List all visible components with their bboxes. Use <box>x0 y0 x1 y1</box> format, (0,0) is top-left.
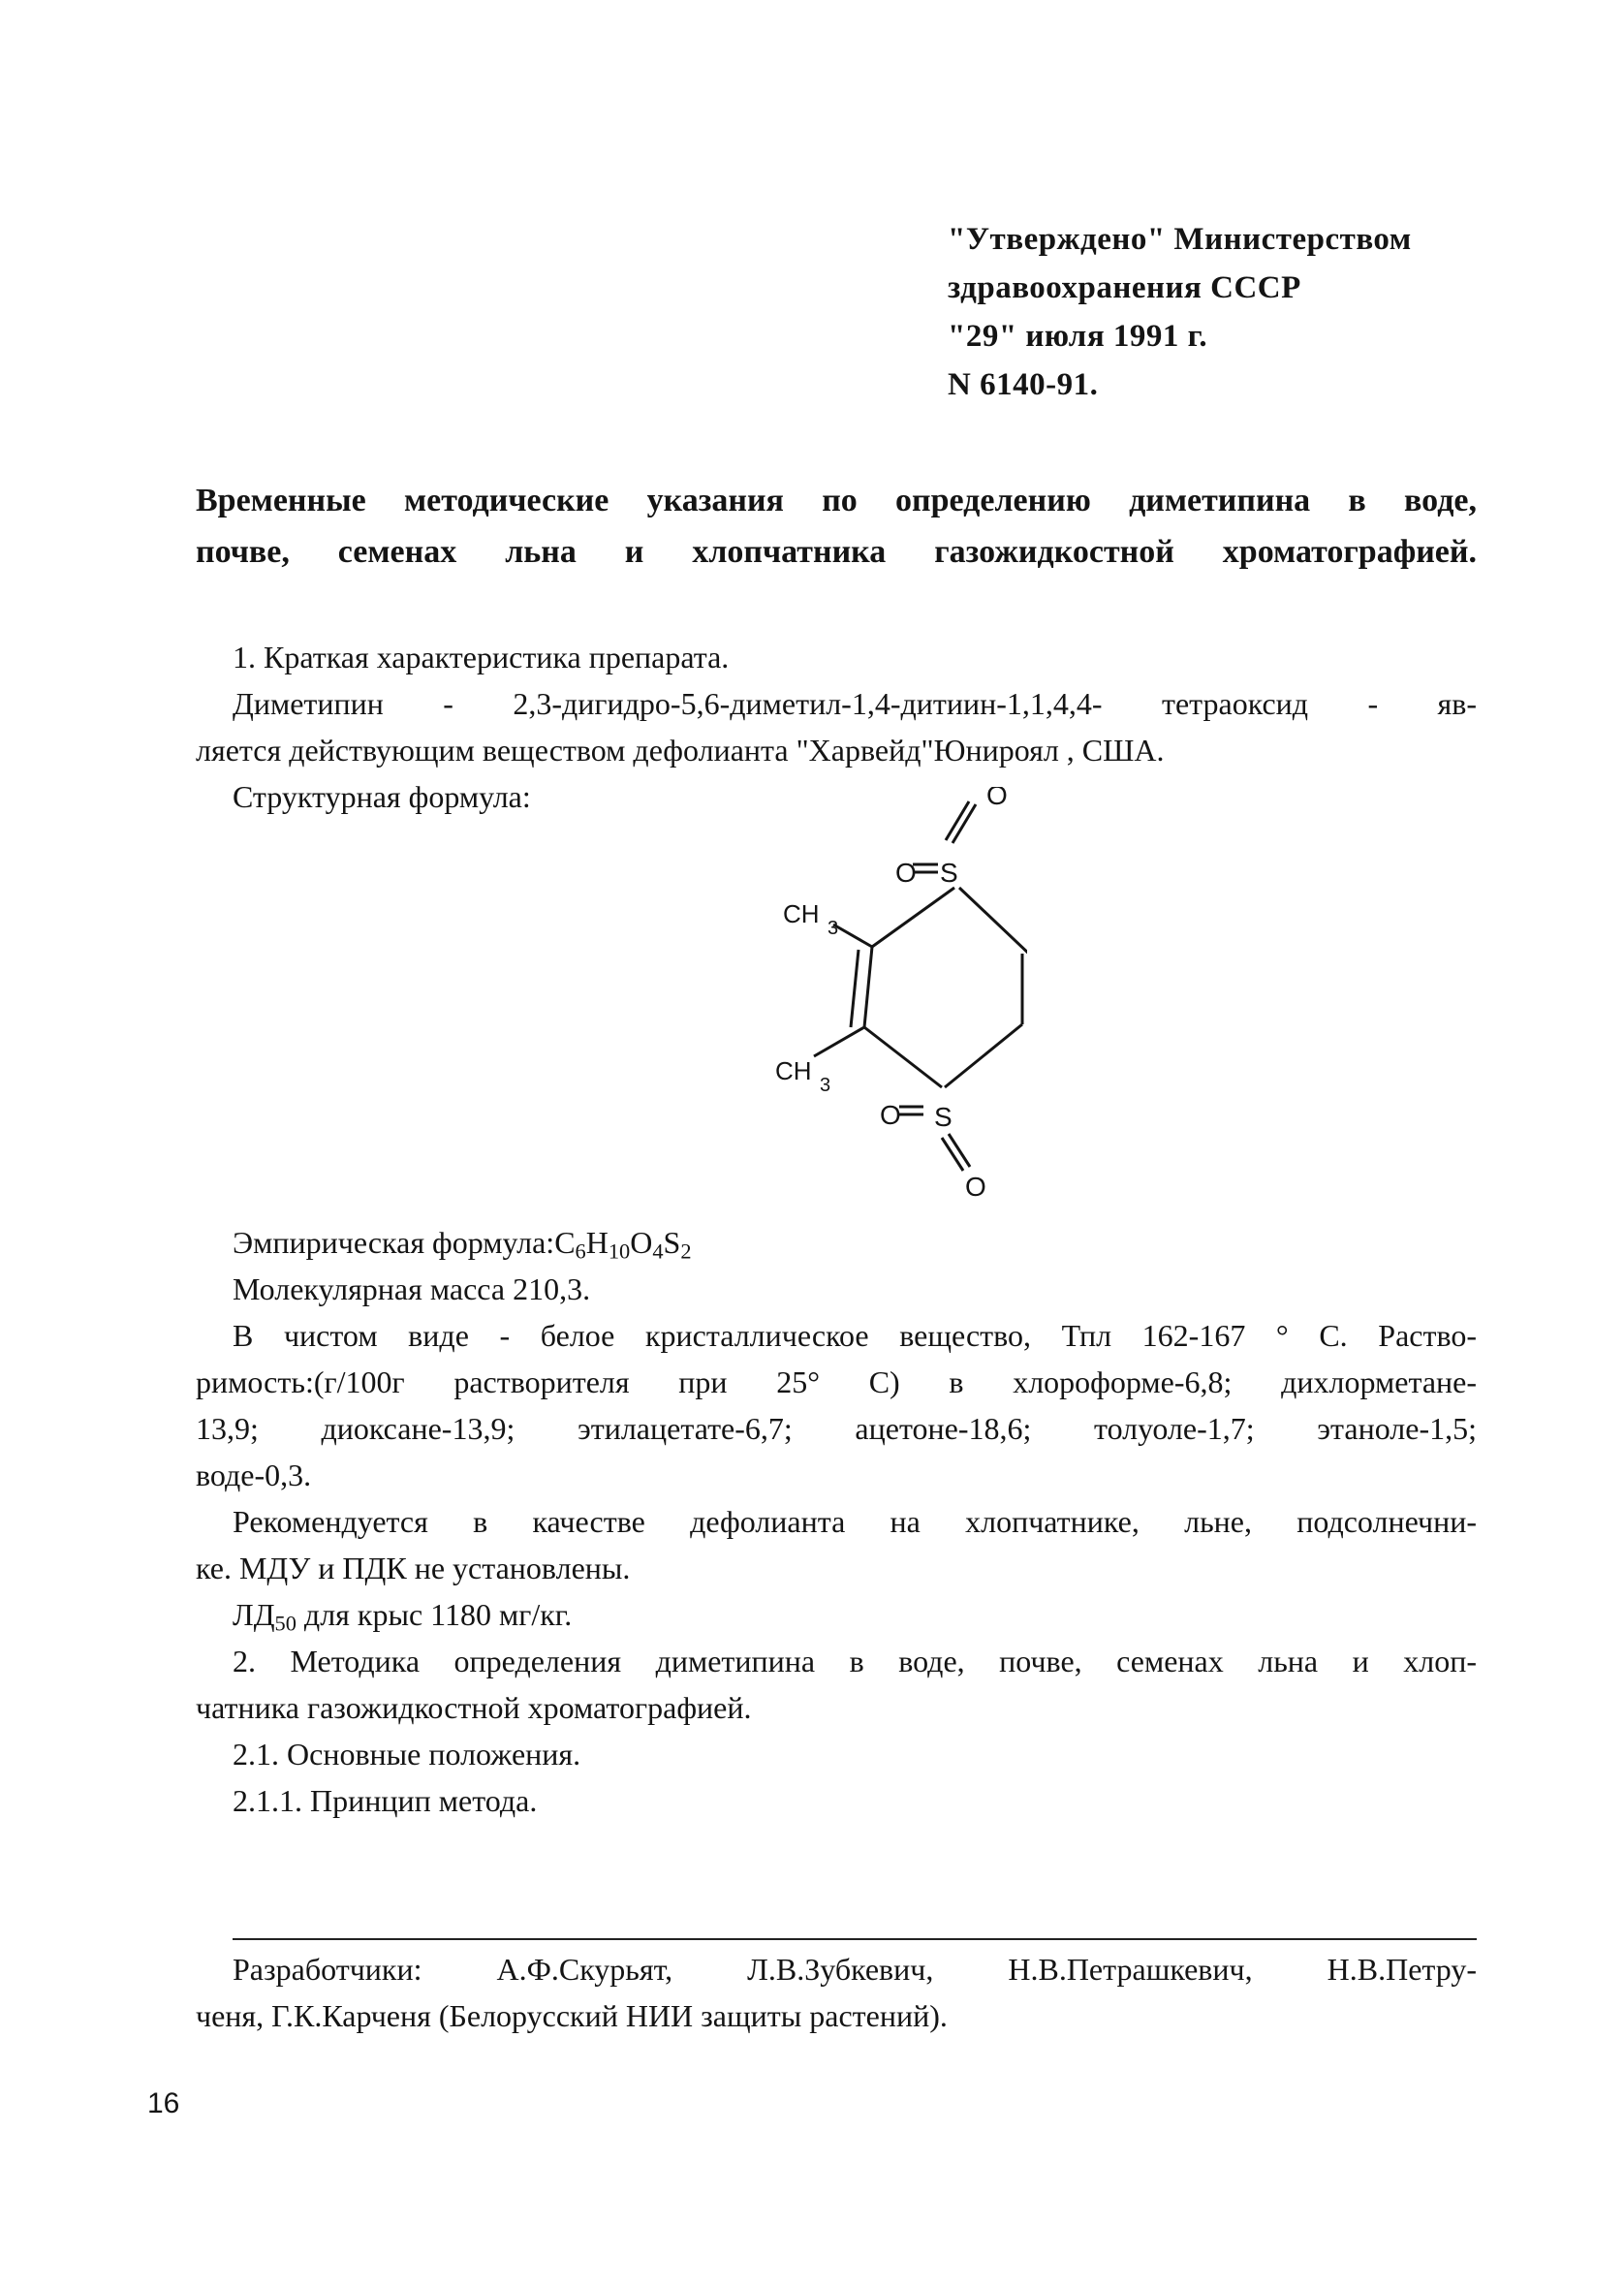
formula-c: C <box>554 1225 576 1260</box>
approval-line-2: здравоохранения СССР <box>948 270 1301 305</box>
title-line-2: почве, семенах льна и хлопчатника газожидкостной хроматографией. <box>196 534 1477 570</box>
approval-line-1: "Утверждено" Министерством <box>948 222 1412 257</box>
section-2-line-1: 2. Методика определения диметипина в воде, почве, семенах льна и хлоп- <box>233 1644 1477 1678</box>
section-2-1-heading: 2.1. Основные положения. <box>233 1737 581 1772</box>
properties-line-4: воде-0,3. <box>196 1458 312 1492</box>
formula-h-count: 10 <box>608 1239 631 1264</box>
atom-ch3-upper: CH <box>783 899 820 928</box>
developers-line-1: Разработчики: А.Ф.Скурьят, Л.В.Зубкевич, Н.В.Петрашкевич, Н.В.Петру- <box>233 1952 1477 1987</box>
developers-line-2: ченя, Г.К.Карченя (Белорусский НИИ защиты растений). <box>196 1998 948 2033</box>
section-2-line-2: чатника газожидкостной хроматографией. <box>196 1690 752 1725</box>
approval-number: N 6140-91. <box>948 367 1099 402</box>
atom-o-top: O <box>986 787 1008 810</box>
approval-block <box>948 215 1412 409</box>
molecule-bonds <box>814 801 1027 1171</box>
dimethipin-structure-diagram <box>775 787 1027 1204</box>
title-line-1: Временные методические указания по определению диметипина в воде, <box>196 483 1477 518</box>
empirical-formula: Эмпирическая $формула:C_6H_{10}O_4S_2$ <box>233 1225 692 1264</box>
description-line-2: ляется действующим веществом дефолианта "Харвейд"Юнироял , США. <box>196 733 1165 768</box>
atom-s-top: S <box>940 858 958 888</box>
atom-ch3-upper-sub: 3 <box>828 918 839 939</box>
formula-s: S <box>663 1225 681 1260</box>
molar-mass: Молекулярная масса 210,3. <box>233 1271 591 1306</box>
atom-o-bottom: O <box>965 1172 986 1202</box>
formula-s-count: 2 <box>680 1239 692 1264</box>
description-line-1: Диметипин - 2,3-дигидро-5,6-диметил-1,4-дитиин-1,1,4,4- тетраоксид - яв- <box>233 686 1477 721</box>
approval-date: "29" июля 1991 г. <box>948 319 1208 354</box>
atom-ch3-lower-sub: 3 <box>820 1075 831 1096</box>
atom-ch3-lower: CH <box>775 1056 812 1085</box>
bond-s1-c6 <box>959 888 1027 956</box>
formula-h: H <box>585 1225 609 1260</box>
document-title <box>196 475 1477 578</box>
formula-c-count: 6 <box>575 1239 586 1264</box>
footnote-divider <box>233 1938 1477 1940</box>
properties-line-2: римость:(г/100г растворителя при 25° С) в хлороформе-6,8; дихлорметане- <box>196 1364 1477 1399</box>
properties-line-1: В чистом виде - белое кристаллическое вещество, Тпл 162-167 ° С. Раство- <box>233 1318 1477 1353</box>
formula-o: O <box>630 1225 653 1260</box>
formula-o-count: 4 <box>652 1239 664 1264</box>
structural-formula-label: Структурная формула: <box>233 779 531 814</box>
use-line-2: ке. МДУ и ПДК не установлены. <box>196 1551 631 1585</box>
section-1-heading: 1. Краткая характеристика препарата. <box>233 640 730 674</box>
page-number: 16 <box>147 2087 180 2119</box>
ld50-line: $ЛД_{50}$ для крыс 1180 мг/кг. <box>233 1597 573 1636</box>
use-line-1: Рекомендуется в качестве дефолианта на хлопчатнике, льне, подсолнечни- <box>233 1504 1477 1539</box>
atom-o-s-top: O <box>895 858 917 888</box>
section-2-1-1-heading: 2.1.1. Принцип метода. <box>233 1783 538 1818</box>
properties-line-3: 13,9; диоксане-13,9; этилацетате-6,7; ацетоне-18,6; толуоле-1,7; этаноле-1,5; <box>196 1411 1477 1446</box>
atom-s-bottom: S <box>934 1102 953 1132</box>
atom-o-s-bottom: O <box>880 1100 901 1130</box>
